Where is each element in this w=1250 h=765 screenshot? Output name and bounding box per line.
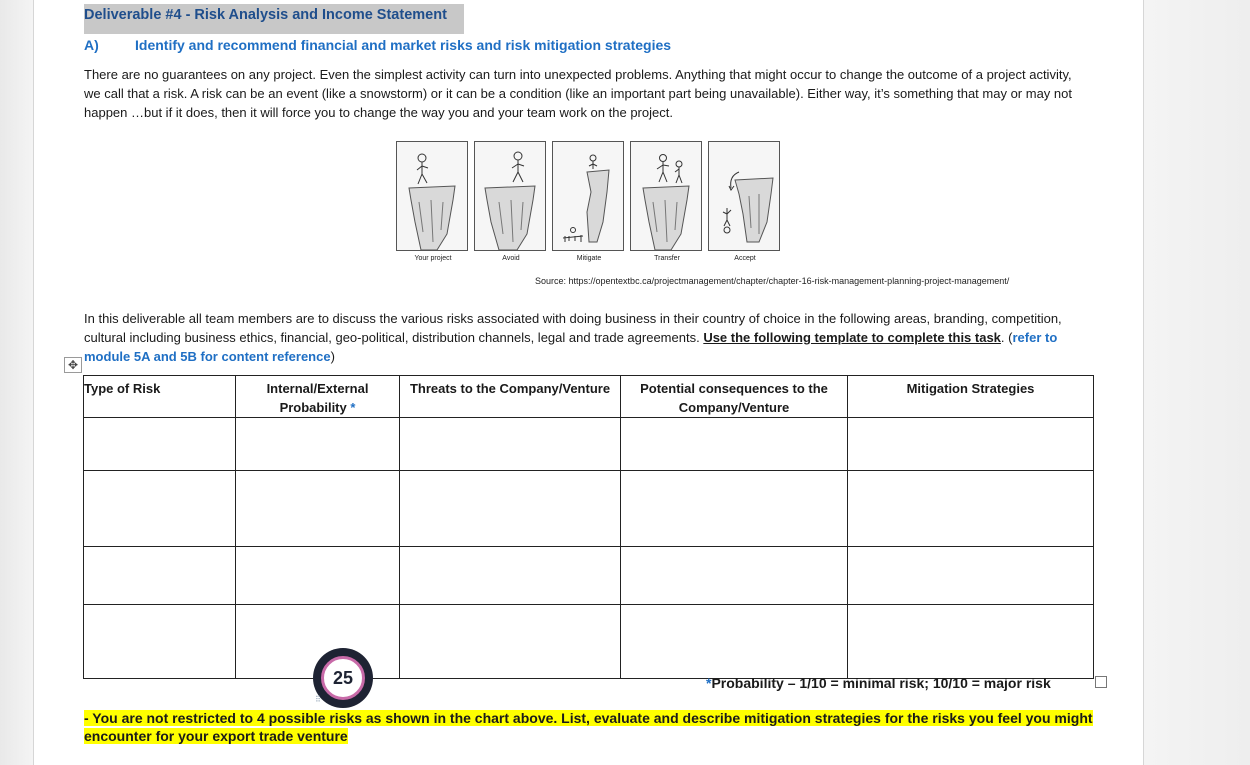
table-cell[interactable] [84,471,236,547]
table-cell[interactable] [236,547,400,605]
panel-label: Accept [734,255,756,262]
table-resize-handle[interactable] [1095,676,1107,688]
module-reference: refer to module 5A and 5B for content reference [84,330,1058,364]
table-header-row [84,376,1094,418]
table-cell[interactable] [848,605,1094,679]
task-closing: ) [330,349,335,364]
cliff-illustration [631,142,701,250]
page-edge-right [1143,0,1144,765]
panel-your-project [396,141,468,262]
cliff-illustration [553,142,623,250]
drag-dots-icon[interactable]: ⠿ [315,695,321,704]
table-cell[interactable] [84,605,236,679]
table-cell[interactable] [848,418,1094,471]
task-punct: . ( [1000,330,1013,345]
header-consequences: Potential consequences to the Company/Venture [621,376,848,418]
table-cell[interactable] [400,547,621,605]
panel-mitigate [552,141,624,262]
footnote-text: Probability – 1/10 = minimal risk; 10/10 = major risk [711,675,1051,691]
table-cell[interactable] [84,418,236,471]
panel-label: Your project [414,255,452,262]
page-edge-left [33,0,34,765]
table-cell[interactable] [621,547,848,605]
table-cell[interactable] [400,605,621,679]
table-cell[interactable] [400,471,621,547]
section-heading: Identify and recommend financial and market risks and risk mitigation strategies [135,37,672,53]
header-threats: Threats to the Company/Venture [400,376,621,418]
table-move-handle[interactable] [64,357,82,373]
task-paragraph[interactable] [84,309,1084,366]
table-row [84,418,1094,471]
table-cell[interactable] [848,471,1094,547]
cliff-illustration [397,142,467,250]
highlighted-note-text: - You are not restricted to 4 possible risks as shown in the chart above. List, evaluate and describe mitigation strategies for the risks you feel you might encounter for your export trade venture [84,710,1093,744]
intro-paragraph[interactable]: There are no guarantees on any project. Even the simplest activity can turn into unexpected problems. Anything that might occur to change the outcome of a project activity, we call that a risk. A risk can be an event (like a snowstorm) or it can be a condition (like an important part being unavailable). Either way, it’s something that may or may not happen …but if it does, then it will force you to change the way you and your team work on the project. [84,67,1072,120]
table-cell[interactable] [621,471,848,547]
move-arrows-icon: ✥ [67,358,79,372]
badge-count: 25 [321,656,365,700]
probability-footnote [706,675,1051,691]
header-mitigation: Mitigation Strategies [848,376,1094,418]
risk-strategy-figure [396,141,780,265]
table-cell[interactable] [621,418,848,471]
cliff-illustration [709,142,779,250]
table-cell[interactable] [236,471,400,547]
header-type-of-risk: Type of Risk [84,376,236,418]
section-letter: A) [84,37,99,53]
header-probability: Internal/External Probability * [236,376,400,418]
panel-transfer [630,141,702,262]
document-title-text: Deliverable #4 - Risk Analysis and Income Statement [84,7,447,23]
task-text: In this deliverable all team members are to discuss the various risks associated with doing business in their country of choice in the following areas, branding, competition, cultural including business ethics, financial, geo-political, distribution channels, legal and trade agreements. [84,311,1062,345]
table-row [84,547,1094,605]
footnote-marker: * [706,675,712,691]
table-cell[interactable] [400,418,621,471]
table-cell[interactable] [848,547,1094,605]
cliff-illustration [475,142,545,250]
figure-source[interactable]: Source: https://opentextbc.ca/projectmanagement/chapter/chapter-16-risk-management-planning-project-management/ [535,276,1010,286]
panel-accept [708,141,780,262]
risk-template-table [83,375,1094,679]
highlighted-note[interactable] [84,709,1094,745]
table-cell[interactable] [84,547,236,605]
notification-badge[interactable] [313,648,373,708]
document-title[interactable] [84,4,464,34]
table-cell[interactable] [236,418,400,471]
table-row [84,605,1094,679]
table-cell[interactable] [621,605,848,679]
panel-avoid [474,141,546,262]
panel-label: Transfer [654,255,680,262]
probability-marker: * [350,400,356,415]
panel-label: Avoid [502,255,520,262]
table-row [84,471,1094,547]
template-instruction: Use the following template to complete this task [703,330,1001,345]
panel-label: Mitigate [576,255,602,262]
